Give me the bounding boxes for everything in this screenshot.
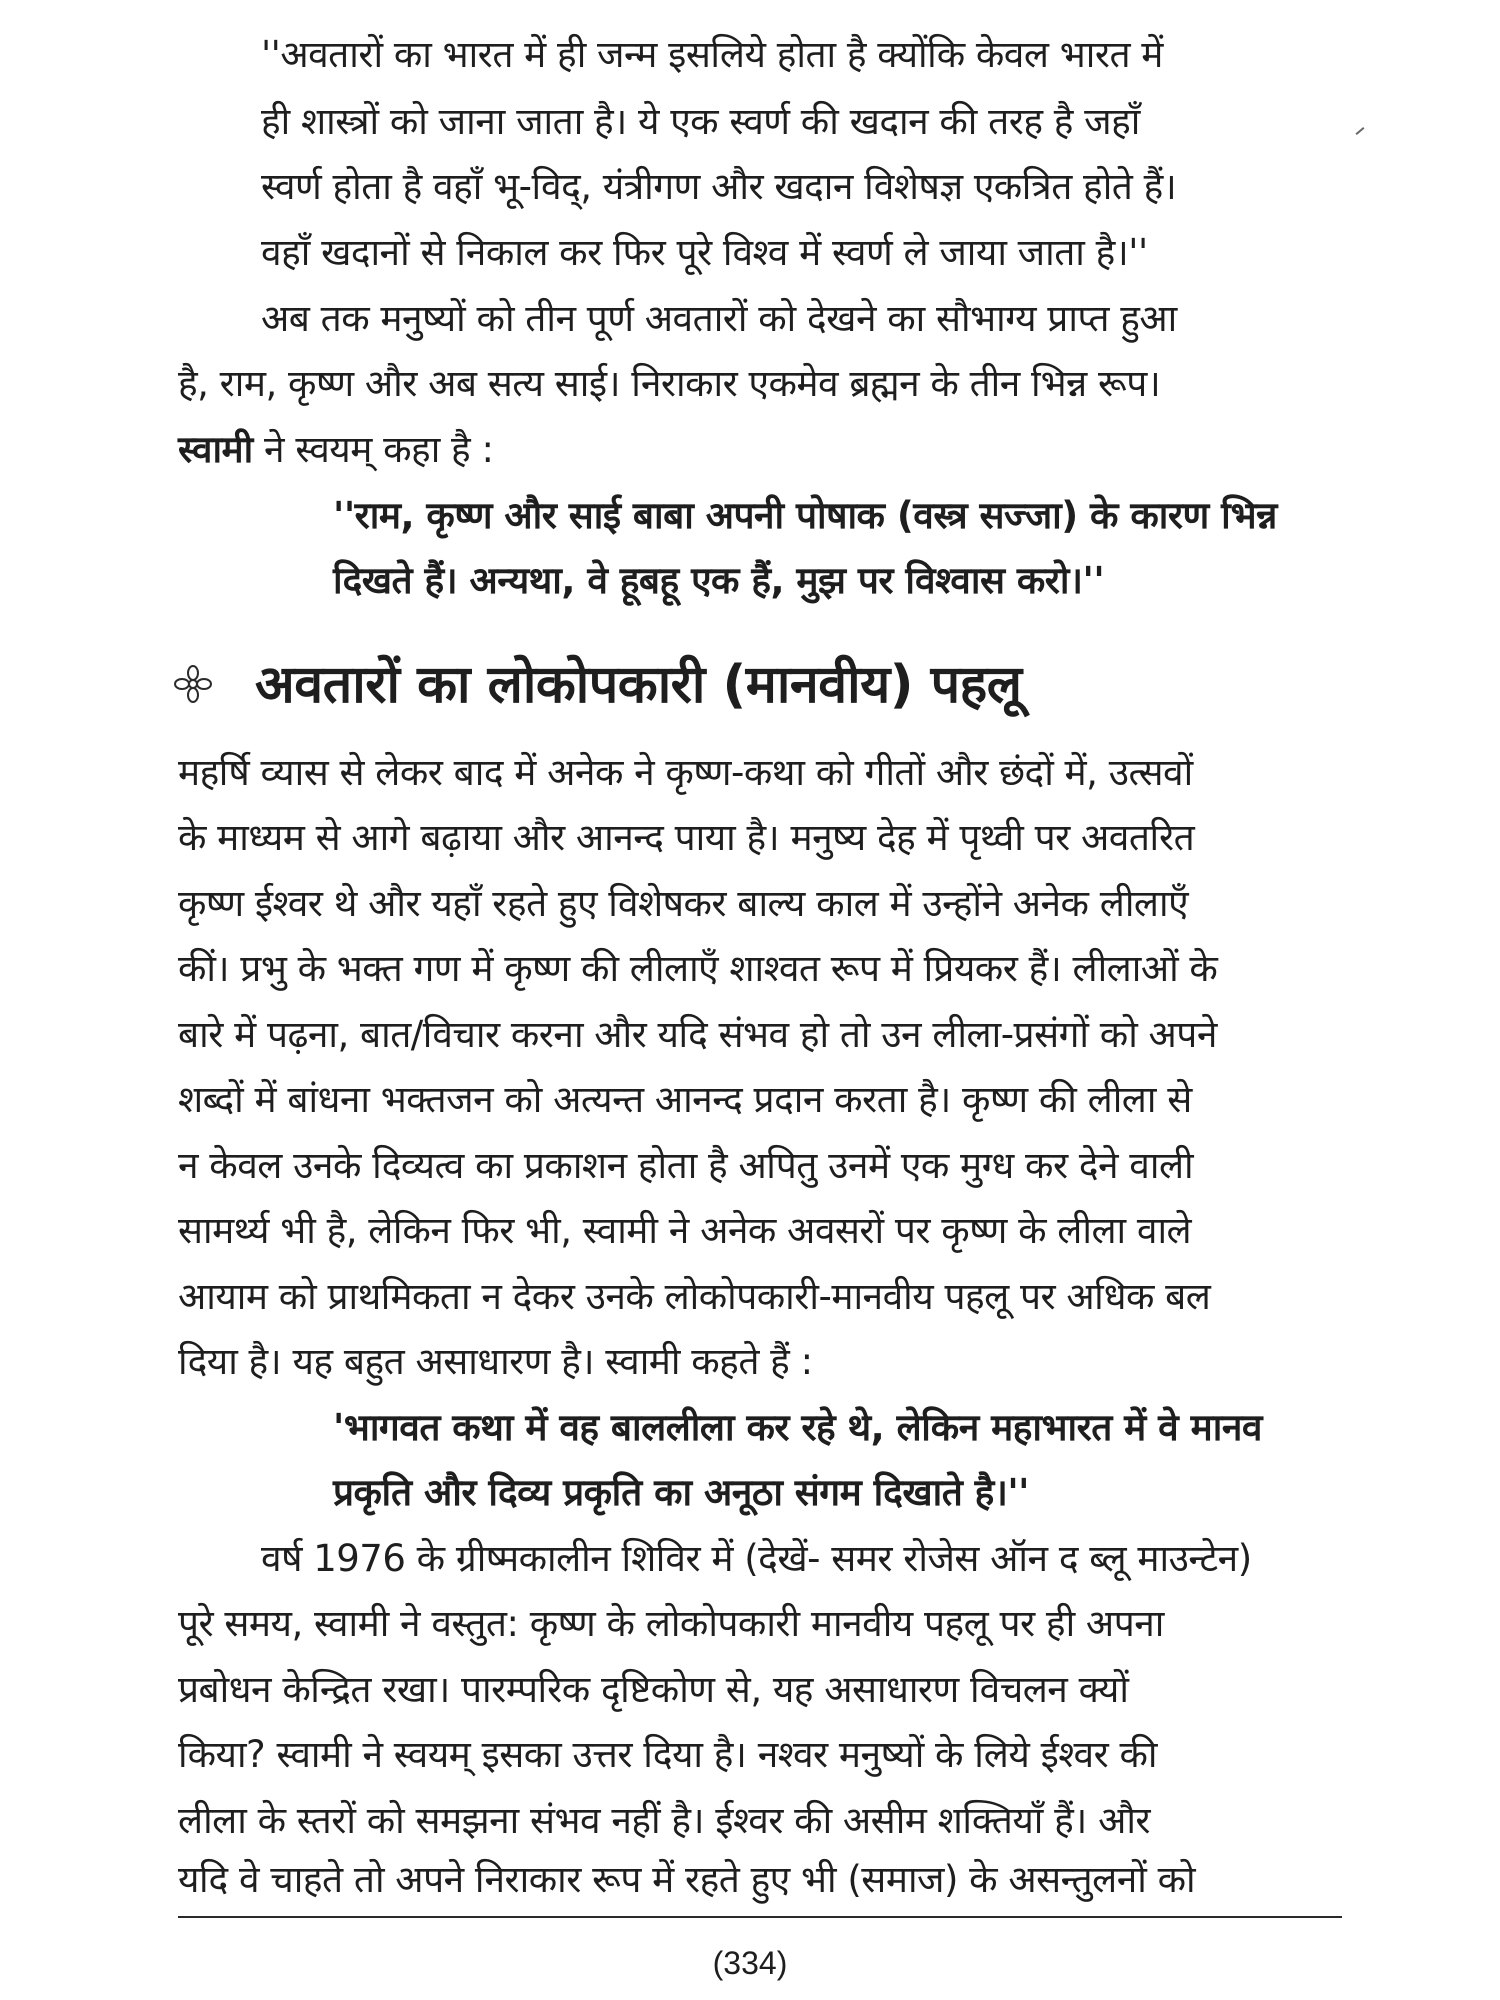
text-line: अब तक मनुष्यों को तीन पूर्ण अवतारों को देखने का सौभाग्य प्राप्त हुआ <box>261 297 1177 340</box>
page-number: (334) <box>712 1945 788 1981</box>
text-line: पूरे समय, स्वामी ने वस्तुत: कृष्ण के लोकोपकारी मानवीय पहलू पर ही अपना <box>178 1602 1164 1645</box>
swami-bold-word: स्वामी <box>178 428 253 471</box>
text-line: शब्दों में बांधना भक्तजन को अत्यन्त आनन्द प्रदान करता है। कृष्ण की लीला से <box>178 1078 1192 1121</box>
text-line: लीला के स्तरों को समझना संभव नहीं है। ईश्वर की असीम शक्तियाँ हैं। और <box>178 1799 1151 1842</box>
text-line: के माध्यम से आगे बढ़ाया और आनन्द पाया है। मनुष्य देह में पृथ्वी पर अवतरित <box>178 816 1195 859</box>
text-line: ही शास्त्रों को जाना जाता है। ये एक स्वर्ण की खदान की तरह है जहाँ <box>261 100 1140 143</box>
flower-ornament-icon <box>173 664 213 704</box>
text-line: सामर्थ्य भी है, लेकिन फिर भी, स्वामी ने अनेक अवसरों पर कृष्ण के लीला वाले <box>178 1209 1192 1252</box>
text-line: आयाम को प्राथमिकता न देकर उनके लोकोपकारी-मानवीय पहलू पर अधिक बल <box>178 1275 1211 1318</box>
text-line: किया? स्वामी ने स्वयम् इसका उत्तर दिया है। नश्वर मनुष्यों के लिये ईश्वर की <box>178 1733 1157 1776</box>
text-line: प्रबोधन केन्द्रित रखा। पारम्परिक दृष्टिकोण से, यह असाधारण विचलन क्यों <box>178 1668 1129 1711</box>
text-fragment: ने स्वयम् कहा है : <box>252 428 494 471</box>
text-line: वर्ष 1976 के ग्रीष्मकालीन शिविर में (देखें- समर रोजेस ऑन द ब्लू माउन्टेन) <box>261 1537 1252 1580</box>
text-line: कीं। प्रभु के भक्त गण में कृष्ण की लीलाएँ शाश्वत रूप में प्रियकर हैं। लीलाओं के <box>178 947 1218 990</box>
text-line: प्रकृति और दिव्य प्रकृति का अनूठा संगम दिखाते है।'' <box>333 1471 1030 1514</box>
text-line: है, राम, कृष्ण और अब सत्य साई। निराकार एकमेव ब्रह्मन के तीन भिन्न रूप। <box>178 362 1161 405</box>
text-line <box>178 428 493 472</box>
text-line: यदि वे चाहते तो अपने निराकार रूप में रहते हुए भी (समाज) के असन्तुलनों को <box>178 1858 1196 1901</box>
text-line: वहाँ खदानों से निकाल कर फिर पूरे विश्व में स्वर्ण ले जाया जाता है।'' <box>261 231 1148 274</box>
text-line: ''राम, कृष्ण और साई बाबा अपनी पोषाक (वस्त्र सज्जा) के कारण भिन्न <box>333 494 1277 537</box>
text-line: दिखते हैं। अन्यथा, वे हूबहू एक हैं, मुझ पर विश्वास करो।'' <box>333 559 1105 602</box>
text-line: बारे में पढ़ना, बात/विचार करना और यदि संभव हो तो उन लीला-प्रसंगों को अपने <box>178 1013 1217 1056</box>
scan-speck <box>1356 127 1365 135</box>
footer-divider <box>178 1916 1342 1918</box>
text-line: न केवल उनके दिव्यत्व का प्रकाशन होता है अपितु उनमें एक मुग्ध कर देने वाली <box>178 1144 1194 1187</box>
section-heading: अवतारों का लोकोपकारी (मानवीय) पहलू <box>255 655 1022 715</box>
text-line: कृष्ण ईश्वर थे और यहाँ रहते हुए विशेषकर बाल्य काल में उन्होंने अनेक लीलाएँ <box>178 882 1189 925</box>
text-line: दिया है। यह बहुत असाधारण है। स्वामी कहते हैं : <box>178 1340 813 1383</box>
text-line: 'भागवत कथा में वह बाललीला कर रहे थे, लेकिन महाभारत में वे मानव <box>333 1406 1262 1449</box>
text-line: स्वर्ण होता है वहाँ भू-विद्, यंत्रीगण और खदान विशेषज्ञ एकत्रित होते हैं। <box>261 165 1177 208</box>
text-line: महर्षि व्यास से लेकर बाद में अनेक ने कृष्ण-कथा को गीतों और छंदों में, उत्सवों <box>178 751 1193 794</box>
text-line: ''अवतारों का भारत में ही जन्म इसलिये होता है क्योंकि केवल भारत में <box>261 33 1163 76</box>
